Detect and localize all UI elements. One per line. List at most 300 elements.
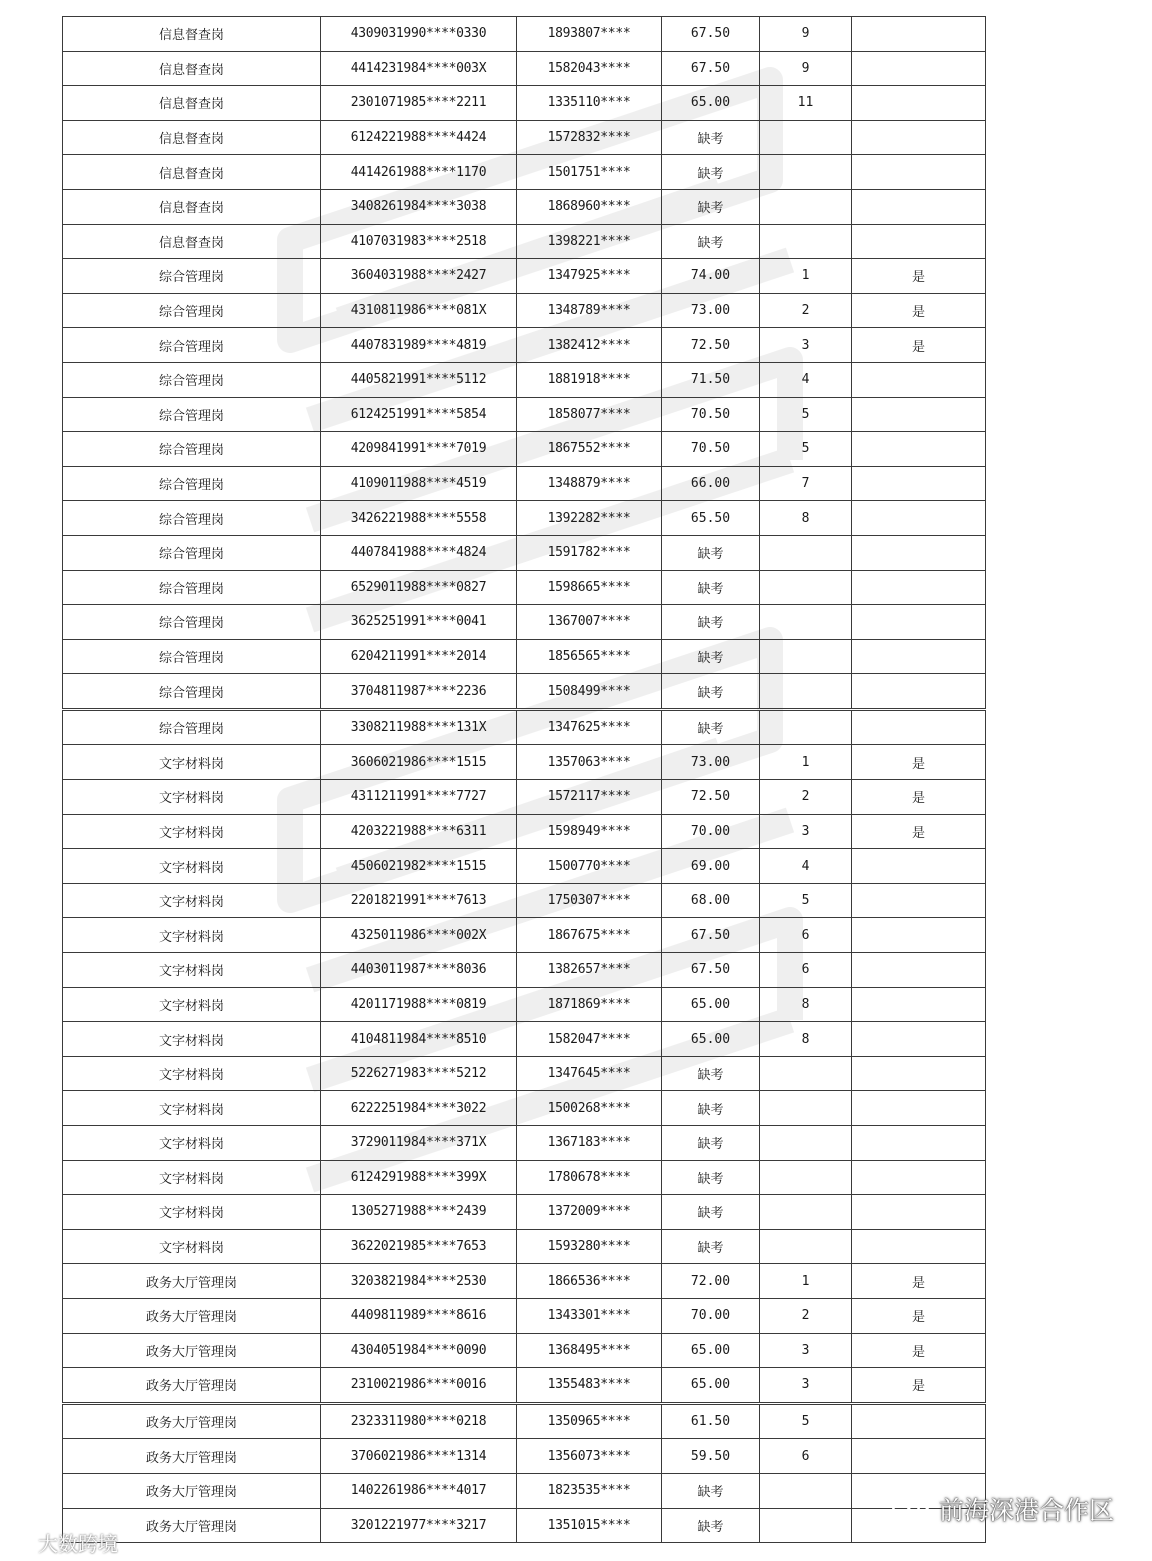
table-row [63, 17, 986, 52]
phone-cell: 1392282**** [517, 501, 662, 536]
post-cell: 综合管理岗 [63, 362, 321, 397]
table-row [63, 570, 986, 605]
id-number-cell: 3704811987****2236 [321, 674, 517, 710]
phone-cell: 1367007**** [517, 605, 662, 640]
rank-cell [760, 639, 852, 674]
table-row [63, 745, 986, 780]
qualified-cell [852, 51, 986, 86]
post-cell: 政务大厅管理岗 [63, 1264, 321, 1299]
phone-cell: 1335110**** [517, 86, 662, 121]
qualified-cell: 是 [852, 780, 986, 815]
post-cell: 文字材料岗 [63, 814, 321, 849]
id-number-cell: 4310811986****081X [321, 293, 517, 328]
score-cell: 缺考 [662, 1195, 760, 1230]
rank-cell [760, 155, 852, 190]
score-cell: 缺考 [662, 709, 760, 745]
rank-cell: 5 [760, 1403, 852, 1439]
source-badge-left [4, 1528, 118, 1557]
qualified-cell [852, 189, 986, 224]
table-row [63, 1022, 986, 1057]
phone-cell: 1368495**** [517, 1333, 662, 1368]
table-row [63, 1056, 986, 1091]
phone-cell: 1572117**** [517, 780, 662, 815]
qualified-cell [852, 1403, 986, 1439]
phone-cell: 1356073**** [517, 1439, 662, 1474]
rank-cell: 6 [760, 918, 852, 953]
phone-cell: 1508499**** [517, 674, 662, 710]
id-number-cell: 4409811989****8616 [321, 1298, 517, 1333]
id-number-cell: 5226271983****5212 [321, 1056, 517, 1091]
post-cell: 文字材料岗 [63, 953, 321, 988]
table-row [63, 639, 986, 674]
table-row [63, 1126, 986, 1161]
table-row [63, 1298, 986, 1333]
qualified-cell [852, 224, 986, 259]
score-cell: 61.50 [662, 1403, 760, 1439]
rank-cell: 5 [760, 397, 852, 432]
id-number-cell: 3625251991****0041 [321, 605, 517, 640]
score-cell: 65.00 [662, 86, 760, 121]
post-cell: 信息督查岗 [63, 86, 321, 121]
source-label-left: 大数跨境 [38, 1532, 118, 1556]
table-row [63, 86, 986, 121]
phone-cell: 1343301**** [517, 1298, 662, 1333]
phone-cell: 1591782**** [517, 535, 662, 570]
qualified-cell [852, 953, 986, 988]
table-row [63, 1439, 986, 1474]
table-row [63, 432, 986, 467]
id-number-cell: 3606021986****1515 [321, 745, 517, 780]
phone-cell: 1893807**** [517, 17, 662, 52]
id-number-cell: 3203821984****2530 [321, 1264, 517, 1299]
post-cell: 综合管理岗 [63, 466, 321, 501]
table-row [63, 466, 986, 501]
qualified-cell [852, 1056, 986, 1091]
rank-cell [760, 605, 852, 640]
score-cell: 67.50 [662, 918, 760, 953]
table-row [63, 1160, 986, 1195]
table-row [63, 1333, 986, 1368]
score-cell: 缺考 [662, 1160, 760, 1195]
phone-cell: 1871869**** [517, 987, 662, 1022]
id-number-cell: 6124291988****399X [321, 1160, 517, 1195]
id-number-cell: 1305271988****2439 [321, 1195, 517, 1230]
post-cell: 文字材料岗 [63, 745, 321, 780]
table-row [63, 535, 986, 570]
phone-cell: 1593280**** [517, 1229, 662, 1264]
table-row [63, 120, 986, 155]
post-cell: 政务大厅管理岗 [63, 1473, 321, 1508]
score-cell: 缺考 [662, 1229, 760, 1264]
qualified-cell [852, 605, 986, 640]
phone-cell: 1598949**** [517, 814, 662, 849]
table-row [63, 1403, 986, 1439]
table-row [63, 849, 986, 884]
score-cell: 72.50 [662, 328, 760, 363]
phone-cell: 1348789**** [517, 293, 662, 328]
table-row [63, 501, 986, 536]
score-table-body [63, 17, 986, 1543]
qualified-cell [852, 1229, 986, 1264]
score-cell: 缺考 [662, 535, 760, 570]
weibo-icon [4, 1529, 34, 1556]
score-cell: 69.00 [662, 849, 760, 884]
qualified-cell [852, 155, 986, 190]
phone-cell: 1398221**** [517, 224, 662, 259]
source-label-right: 前海深港合作区 [938, 1496, 1114, 1525]
score-cell: 68.00 [662, 883, 760, 918]
qualified-cell [852, 883, 986, 918]
post-cell: 文字材料岗 [63, 1056, 321, 1091]
score-cell: 70.50 [662, 432, 760, 467]
table-row [63, 709, 986, 745]
post-cell: 政务大厅管理岗 [63, 1439, 321, 1474]
post-cell: 文字材料岗 [63, 1160, 321, 1195]
id-number-cell: 4104811984****8510 [321, 1022, 517, 1057]
post-cell: 综合管理岗 [63, 570, 321, 605]
phone-cell: 1348879**** [517, 466, 662, 501]
id-number-cell: 4405821991****5112 [321, 362, 517, 397]
post-cell: 政务大厅管理岗 [63, 1368, 321, 1404]
table-row [63, 397, 986, 432]
id-number-cell: 3622021985****7653 [321, 1229, 517, 1264]
rank-cell: 3 [760, 1368, 852, 1404]
phone-cell: 1582047**** [517, 1022, 662, 1057]
rank-cell: 4 [760, 362, 852, 397]
score-cell: 72.00 [662, 1264, 760, 1299]
table-row [63, 1195, 986, 1230]
rank-cell [760, 1126, 852, 1161]
qualified-cell: 是 [852, 1368, 986, 1404]
score-cell: 71.50 [662, 362, 760, 397]
score-cell: 缺考 [662, 189, 760, 224]
qualified-cell [852, 849, 986, 884]
table-row [63, 1264, 986, 1299]
qualified-cell [852, 535, 986, 570]
phone-cell: 1500770**** [517, 849, 662, 884]
table-row [63, 362, 986, 397]
score-cell: 74.00 [662, 259, 760, 294]
score-table [62, 16, 986, 1543]
post-cell: 综合管理岗 [63, 501, 321, 536]
table-row [63, 780, 986, 815]
phone-cell: 1866536**** [517, 1264, 662, 1299]
score-cell: 缺考 [662, 224, 760, 259]
id-number-cell: 2310021986****0016 [321, 1368, 517, 1404]
rank-cell: 2 [760, 1298, 852, 1333]
phone-cell: 1357063**** [517, 745, 662, 780]
score-cell: 65.00 [662, 1368, 760, 1404]
rank-cell: 6 [760, 1439, 852, 1474]
phone-cell: 1881918**** [517, 362, 662, 397]
post-cell: 综合管理岗 [63, 535, 321, 570]
qualified-cell [852, 709, 986, 745]
qualified-cell: 是 [852, 293, 986, 328]
qualified-cell [852, 1022, 986, 1057]
qualified-cell: 是 [852, 745, 986, 780]
phone-cell: 1598665**** [517, 570, 662, 605]
qualified-cell: 是 [852, 259, 986, 294]
rank-cell [760, 1091, 852, 1126]
phone-cell: 1582043**** [517, 51, 662, 86]
qualified-cell [852, 1195, 986, 1230]
table-row [63, 1508, 986, 1543]
id-number-cell: 3706021986****1314 [321, 1439, 517, 1474]
id-number-cell: 4407831989****4819 [321, 328, 517, 363]
rank-cell [760, 1056, 852, 1091]
rank-cell [760, 1160, 852, 1195]
rank-cell: 9 [760, 17, 852, 52]
rank-cell: 4 [760, 849, 852, 884]
table-row [63, 674, 986, 710]
qualified-cell: 是 [852, 1264, 986, 1299]
phone-cell: 1867552**** [517, 432, 662, 467]
qualified-cell: 是 [852, 1333, 986, 1368]
table-row [63, 1368, 986, 1404]
id-number-cell: 4209841991****7019 [321, 432, 517, 467]
score-cell: 66.00 [662, 466, 760, 501]
id-number-cell: 6204211991****2014 [321, 639, 517, 674]
post-cell: 文字材料岗 [63, 1195, 321, 1230]
phone-cell: 1823535**** [517, 1473, 662, 1508]
id-number-cell: 4407841988****4824 [321, 535, 517, 570]
phone-cell: 1350965**** [517, 1403, 662, 1439]
rank-cell [760, 570, 852, 605]
qualified-cell [852, 674, 986, 710]
rank-cell: 6 [760, 953, 852, 988]
id-number-cell: 6222251984****3022 [321, 1091, 517, 1126]
qualified-cell [852, 466, 986, 501]
id-number-cell: 4506021982****1515 [321, 849, 517, 884]
qualified-cell: 是 [852, 328, 986, 363]
rank-cell [760, 1473, 852, 1508]
phone-cell: 1382412**** [517, 328, 662, 363]
qualified-cell [852, 1160, 986, 1195]
post-cell: 综合管理岗 [63, 674, 321, 710]
id-number-cell: 4325011986****002X [321, 918, 517, 953]
table-row [63, 259, 986, 294]
post-cell: 政务大厅管理岗 [63, 1508, 321, 1543]
id-number-cell: 3408261984****3038 [321, 189, 517, 224]
phone-cell: 1500268**** [517, 1091, 662, 1126]
id-number-cell: 6529011988****0827 [321, 570, 517, 605]
post-cell: 信息督查岗 [63, 224, 321, 259]
table-row [63, 155, 986, 190]
post-cell: 信息督查岗 [63, 189, 321, 224]
table-row [63, 1091, 986, 1126]
rank-cell: 1 [760, 745, 852, 780]
post-cell: 综合管理岗 [63, 639, 321, 674]
table-row [63, 293, 986, 328]
post-cell: 综合管理岗 [63, 605, 321, 640]
score-cell: 70.00 [662, 814, 760, 849]
phone-cell: 1347645**** [517, 1056, 662, 1091]
id-number-cell: 3426221988****5558 [321, 501, 517, 536]
post-cell: 综合管理岗 [63, 432, 321, 467]
score-cell: 70.00 [662, 1298, 760, 1333]
id-number-cell: 4203221988****6311 [321, 814, 517, 849]
score-cell: 缺考 [662, 1473, 760, 1508]
score-cell: 缺考 [662, 605, 760, 640]
qualified-cell [852, 432, 986, 467]
table-row [63, 1473, 986, 1508]
id-number-cell: 4109011988****4519 [321, 466, 517, 501]
phone-cell: 1347625**** [517, 709, 662, 745]
rank-cell [760, 189, 852, 224]
score-cell: 缺考 [662, 1091, 760, 1126]
post-cell: 政务大厅管理岗 [63, 1333, 321, 1368]
post-cell: 信息督查岗 [63, 51, 321, 86]
phone-cell: 1780678**** [517, 1160, 662, 1195]
id-number-cell: 2323311980****0218 [321, 1403, 517, 1439]
qualified-cell: 是 [852, 814, 986, 849]
qualified-cell [852, 86, 986, 121]
id-number-cell: 4107031983****2518 [321, 224, 517, 259]
rank-cell: 3 [760, 328, 852, 363]
table-row [63, 605, 986, 640]
id-number-cell: 4201171988****0819 [321, 987, 517, 1022]
post-cell: 文字材料岗 [63, 780, 321, 815]
rank-cell [760, 224, 852, 259]
table-row [63, 328, 986, 363]
phone-cell: 1351015**** [517, 1508, 662, 1543]
score-cell: 70.50 [662, 397, 760, 432]
score-cell: 73.00 [662, 745, 760, 780]
post-cell: 文字材料岗 [63, 918, 321, 953]
wechat-icon [891, 1493, 931, 1525]
rank-cell [760, 120, 852, 155]
phone-cell: 1858077**** [517, 397, 662, 432]
qualified-cell [852, 1439, 986, 1474]
rank-cell: 5 [760, 883, 852, 918]
post-cell: 文字材料岗 [63, 883, 321, 918]
rank-cell: 11 [760, 86, 852, 121]
post-cell: 政务大厅管理岗 [63, 1298, 321, 1333]
score-cell: 73.00 [662, 293, 760, 328]
qualified-cell [852, 987, 986, 1022]
rank-cell [760, 709, 852, 745]
phone-cell: 1501751**** [517, 155, 662, 190]
post-cell: 信息督查岗 [63, 120, 321, 155]
qualified-cell [852, 397, 986, 432]
rank-cell [760, 1195, 852, 1230]
rank-cell: 8 [760, 1022, 852, 1057]
score-cell: 缺考 [662, 1508, 760, 1543]
score-cell: 67.50 [662, 51, 760, 86]
score-cell: 缺考 [662, 570, 760, 605]
id-number-cell: 4311211991****7727 [321, 780, 517, 815]
phone-cell: 1572832**** [517, 120, 662, 155]
phone-cell: 1347925**** [517, 259, 662, 294]
id-number-cell: 4304051984****0090 [321, 1333, 517, 1368]
post-cell: 文字材料岗 [63, 1091, 321, 1126]
score-cell: 缺考 [662, 120, 760, 155]
id-number-cell: 1402261986****4017 [321, 1473, 517, 1508]
score-cell: 缺考 [662, 639, 760, 674]
post-cell: 综合管理岗 [63, 293, 321, 328]
post-cell: 政务大厅管理岗 [63, 1403, 321, 1439]
post-cell: 文字材料岗 [63, 1229, 321, 1264]
id-number-cell: 4414231984****003X [321, 51, 517, 86]
qualified-cell [852, 120, 986, 155]
table-row [63, 51, 986, 86]
table-row [63, 814, 986, 849]
phone-cell: 1750307**** [517, 883, 662, 918]
id-number-cell: 3729011984****371X [321, 1126, 517, 1161]
score-cell: 67.50 [662, 953, 760, 988]
source-badge-right [891, 1491, 1114, 1527]
phone-cell: 1372009**** [517, 1195, 662, 1230]
table-row [63, 189, 986, 224]
phone-cell: 1355483**** [517, 1368, 662, 1404]
qualified-cell: 是 [852, 1298, 986, 1333]
id-number-cell: 4414261988****1170 [321, 155, 517, 190]
table-row [63, 224, 986, 259]
id-number-cell: 4403011987****8036 [321, 953, 517, 988]
id-number-cell: 6124221988****4424 [321, 120, 517, 155]
id-number-cell: 2301071985****2211 [321, 86, 517, 121]
post-cell: 文字材料岗 [63, 849, 321, 884]
score-cell: 缺考 [662, 155, 760, 190]
table-row [63, 953, 986, 988]
rank-cell: 1 [760, 259, 852, 294]
score-cell: 缺考 [662, 674, 760, 710]
post-cell: 文字材料岗 [63, 1126, 321, 1161]
id-number-cell: 2201821991****7613 [321, 883, 517, 918]
qualified-cell [852, 918, 986, 953]
qualified-cell [852, 17, 986, 52]
rank-cell [760, 535, 852, 570]
score-cell: 缺考 [662, 1056, 760, 1091]
rank-cell: 8 [760, 501, 852, 536]
post-cell: 文字材料岗 [63, 1022, 321, 1057]
qualified-cell [852, 1091, 986, 1126]
qualified-cell [852, 1126, 986, 1161]
phone-cell: 1868960**** [517, 189, 662, 224]
rank-cell: 3 [760, 814, 852, 849]
score-cell: 65.00 [662, 1022, 760, 1057]
rank-cell: 5 [760, 432, 852, 467]
phone-cell: 1856565**** [517, 639, 662, 674]
id-number-cell: 3308211988****131X [321, 709, 517, 745]
qualified-cell [852, 501, 986, 536]
qualified-cell [852, 362, 986, 397]
id-number-cell: 3604031988****2427 [321, 259, 517, 294]
qualified-cell [852, 570, 986, 605]
score-cell: 72.50 [662, 780, 760, 815]
table-row [63, 883, 986, 918]
phone-cell: 1367183**** [517, 1126, 662, 1161]
rank-cell: 1 [760, 1264, 852, 1299]
post-cell: 文字材料岗 [63, 987, 321, 1022]
rank-cell [760, 1229, 852, 1264]
score-cell: 65.50 [662, 501, 760, 536]
phone-cell: 1382657**** [517, 953, 662, 988]
score-cell: 缺考 [662, 1126, 760, 1161]
qualified-cell [852, 639, 986, 674]
rank-cell: 9 [760, 51, 852, 86]
post-cell: 综合管理岗 [63, 397, 321, 432]
score-cell: 65.00 [662, 987, 760, 1022]
post-cell: 综合管理岗 [63, 259, 321, 294]
post-cell: 综合管理岗 [63, 328, 321, 363]
rank-cell [760, 1508, 852, 1543]
id-number-cell: 6124251991****5854 [321, 397, 517, 432]
id-number-cell: 3201221977****3217 [321, 1508, 517, 1543]
rank-cell: 2 [760, 293, 852, 328]
id-number-cell: 4309031990****0330 [321, 17, 517, 52]
post-cell: 综合管理岗 [63, 709, 321, 745]
